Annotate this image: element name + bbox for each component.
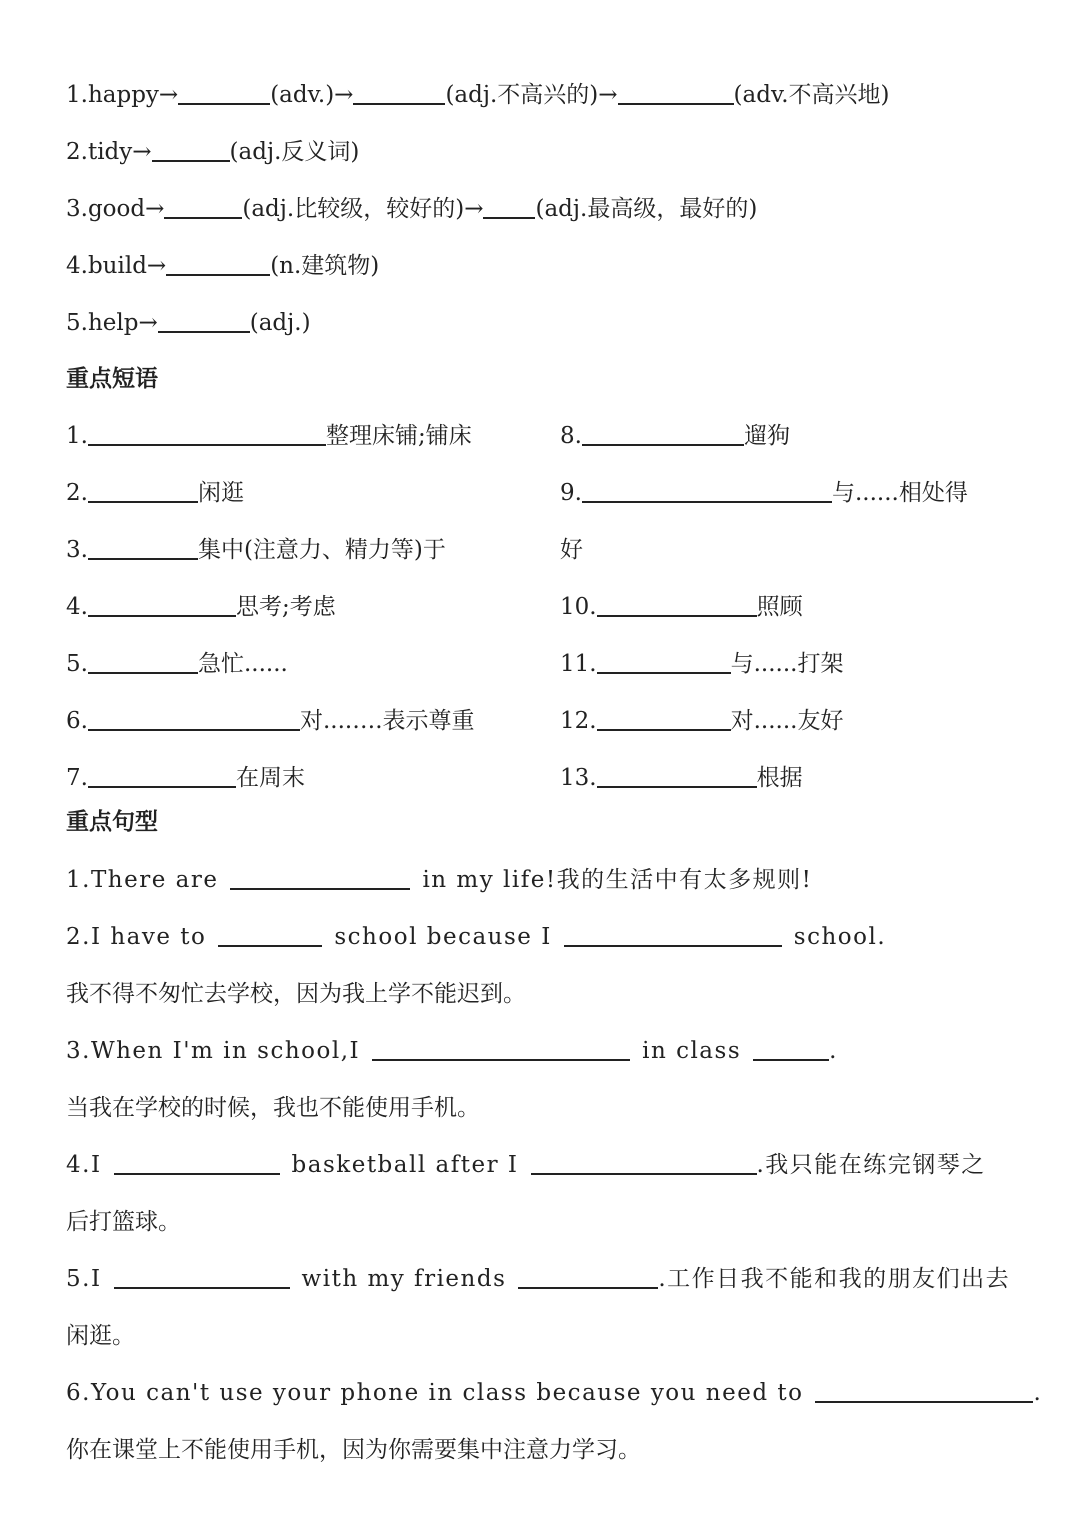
sentence-item-6 [66,1378,1042,1408]
sentence-text: basketball after I [291,1152,519,1178]
answer-blank[interactable] [88,650,198,674]
answer-blank[interactable] [597,650,731,674]
sentence-translation: 我不得不匆忙去学校，因为我上学不能迟到。 [66,981,526,1007]
answer-blank[interactable] [158,309,250,333]
item-number: 7. [66,765,88,791]
sentence-text: school because I [334,924,552,950]
sentence-text: 1.There are [66,867,219,893]
phrase-meaning: 对......友好 [730,708,844,734]
section-heading-sentences: 重点句型 [66,809,158,835]
phrase-item [66,592,336,622]
answer-blank[interactable] [582,422,744,446]
word-form-item-2 [66,137,359,167]
phrase-item [66,421,472,451]
item-number: 9. [560,480,582,506]
answer-blank[interactable] [582,479,832,503]
word-hint: (adj.) [249,310,311,336]
item-number: 3. [66,537,88,563]
item-number: 8. [560,423,582,449]
item-number: 6. [66,708,88,734]
item-number: 5. [66,310,88,336]
word-text: good→ [87,196,165,222]
sentence-translation: 你在课堂上不能使用手机，因为你需要集中注意力学习。 [66,1437,641,1463]
sentence-text: . [1033,1380,1043,1406]
phrase-meaning: 思考;考虑 [235,594,336,620]
phrase-item-continuation [560,535,583,565]
phrase-item [66,649,288,679]
word-text: build→ [87,253,167,279]
sentence-translation: 闲逛。 [66,1323,135,1349]
sentence-item-5 [66,1264,1010,1294]
phrase-meaning: 集中(注意力、精力等)于 [197,537,446,563]
phrase-meaning: 根据 [756,765,803,791]
sentence-text: .我只能在练完钢琴之 [756,1152,986,1178]
phrase-meaning: 好 [560,537,583,563]
phrase-meaning: 急忙...... [197,651,288,677]
answer-blank[interactable] [597,764,757,788]
item-number: 10. [560,594,597,620]
answer-blank[interactable] [564,923,782,947]
phrase-meaning: 在周末 [235,765,305,791]
answer-blank[interactable] [166,252,270,276]
sentence-text: in class [642,1038,742,1064]
answer-blank[interactable] [230,866,410,890]
phrase-meaning: 整理床铺;铺床 [325,423,472,449]
answer-blank[interactable] [114,1265,290,1289]
word-text: happy→ [87,82,179,108]
word-form-item-1 [66,80,890,110]
sentence-item-2 [66,922,886,952]
word-text: tidy→ [87,139,152,165]
item-number: 4. [66,253,88,279]
word-form-item-4 [66,251,379,281]
answer-blank[interactable] [597,593,757,617]
phrase-item [560,763,803,793]
sentence-text: 2.I have to [66,924,207,950]
item-number: 2. [66,480,88,506]
item-number: 11. [560,651,597,677]
sentence-text: 6.You can't use your phone in class because you need to [66,1380,804,1406]
word-hint: (adv.不高兴地) [733,82,890,108]
answer-blank[interactable] [88,764,236,788]
phrase-item [560,421,790,451]
sentence-item-3 [66,1036,838,1066]
answer-blank[interactable] [353,81,445,105]
item-number: 4. [66,594,88,620]
sentence-text: 3.When I'm in school,I [66,1038,361,1064]
answer-blank[interactable] [88,422,326,446]
answer-blank[interactable] [531,1151,757,1175]
item-number: 1. [66,423,88,449]
phrase-meaning: 闲逛 [197,480,244,506]
word-form-item-5 [66,308,311,338]
phrase-item [560,649,843,679]
answer-blank[interactable] [114,1151,280,1175]
sentence-text: school. [793,924,887,950]
answer-blank[interactable] [618,81,734,105]
answer-blank[interactable] [483,195,535,219]
phrase-meaning: 遛狗 [743,423,790,449]
section-heading-phrases: 重点短语 [66,366,158,392]
sentence-text: 5.I [66,1266,102,1292]
sentence-item-1 [66,865,812,895]
phrase-item [66,706,475,736]
word-text: help→ [87,310,158,336]
answer-blank[interactable] [372,1037,630,1061]
answer-blank[interactable] [152,138,230,162]
answer-blank[interactable] [753,1037,829,1061]
sentence-text: 4.I [66,1152,102,1178]
word-hint: (adj.反义词) [229,139,360,165]
answer-blank[interactable] [597,707,731,731]
word-hint: (adv.)→ [270,82,354,108]
sentence-translation: 当我在学校的时候，我也不能使用手机。 [66,1095,480,1121]
answer-blank[interactable] [178,81,270,105]
phrase-meaning: 对....….表示尊重 [299,708,475,734]
answer-blank[interactable] [88,593,236,617]
sentence-text: with my friends [301,1266,507,1292]
phrase-item [560,592,803,622]
word-hint: (adj.比较级，较好的)→ [242,196,484,222]
item-number: 12. [560,708,597,734]
item-number: 13. [560,765,597,791]
word-hint: (n.建筑物) [270,253,380,279]
answer-blank[interactable] [218,923,322,947]
answer-blank[interactable] [88,536,198,560]
answer-blank[interactable] [88,479,198,503]
answer-blank[interactable] [815,1379,1033,1403]
item-number: 2. [66,139,88,165]
phrase-item [560,706,843,736]
word-hint: (adj.不高兴的)→ [445,82,618,108]
phrase-meaning: 与......打架 [730,651,844,677]
answer-blank[interactable] [88,707,300,731]
sentence-item-4 [66,1150,986,1180]
phrase-item [66,535,446,565]
phrase-meaning: 与......相处得 [831,480,968,506]
item-number: 1. [66,82,88,108]
sentence-text: . [829,1038,838,1064]
word-form-item-3 [66,194,757,224]
phrase-meaning: 照顾 [756,594,803,620]
item-number: 5. [66,651,88,677]
sentence-text: .工作日我不能和我的朋友们出去 [658,1266,1011,1292]
word-hint: (adj.最高级，最好的) [535,196,758,222]
phrase-item [66,478,244,508]
answer-blank[interactable] [518,1265,658,1289]
sentence-text: in my life!我的生活中有太多规则! [422,867,813,893]
answer-blank[interactable] [164,195,242,219]
phrase-item [560,478,968,508]
phrase-item [66,763,305,793]
sentence-translation: 后打篮球。 [66,1209,181,1235]
item-number: 3. [66,196,88,222]
